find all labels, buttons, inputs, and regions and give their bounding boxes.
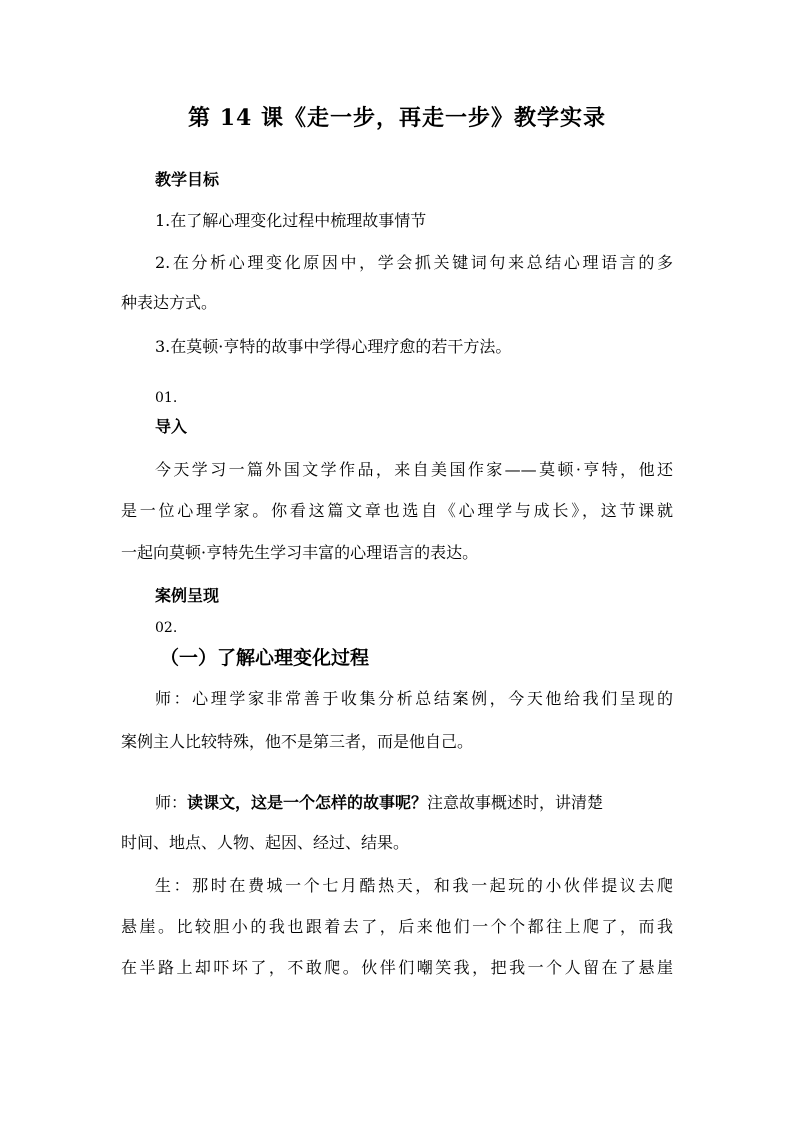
student-1-line-3: 在半路上却吓坏了，不敢爬。伙伴们嘲笑我，把我一个人留在了悬崖 [121, 958, 673, 977]
teacher-2-rest: 注意故事概述时，讲清楚 [427, 793, 604, 812]
intro-line-1: 今天学习一篇外国文学作品，来自美国作家——莫顿·亨特，他还 [155, 460, 673, 479]
intro-line-3: 一起向莫顿·亨特先生学习丰富的心理语言的表达。 [121, 543, 479, 562]
goal-3: 3.在莫顿·亨特的故事中学得心理疗愈的若干方法。 [155, 337, 512, 356]
goals-heading: 教学目标 [155, 170, 220, 189]
teacher-1-line-2: 案例主人比较特殊，他不是第三者，而是他自己。 [121, 732, 474, 751]
case-heading: 案例呈现 [155, 586, 220, 605]
teacher-1-line-1: 师：心理学家非常善于收集分析总结案例，今天他给我们呈现的 [155, 689, 673, 708]
document-title: 第 14 课《走一步，再走一步》教学实录 [188, 105, 606, 131]
section-1-number: 01. [155, 390, 178, 406]
intro-heading: 导入 [155, 417, 188, 436]
intro-line-2: 是一位心理学家。你看这篇文章也选自《心理学与成长》，这节课就 [121, 501, 673, 520]
section-2-number: 02. [155, 620, 178, 636]
student-1-line-2: 悬崖。比较胆小的我也跟着去了，后来他们一个个都往上爬了，而我 [121, 917, 673, 936]
goal-2-line-2: 种表达方式。 [121, 293, 218, 312]
teacher-2-line-1 [155, 790, 603, 816]
teacher-2-prefix: 师： [155, 793, 188, 812]
part-1-heading: （一）了解心理变化过程 [160, 647, 370, 669]
goal-1: 1.在了解心理变化过程中梳理故事情节 [155, 211, 427, 230]
student-1-line-1: 生：那时在费城一个七月酷热天，和我一起玩的小伙伴提议去爬 [155, 876, 673, 895]
teacher-2-question: 读课文，这是一个怎样的故事呢？ [187, 793, 428, 812]
teacher-2-line-2: 时间、地点、人物、起因、经过、结果。 [121, 833, 410, 852]
goal-2-line-1: 2.在分析心理变化原因中，学会抓关键词句来总结心理语言的多 [155, 253, 673, 272]
